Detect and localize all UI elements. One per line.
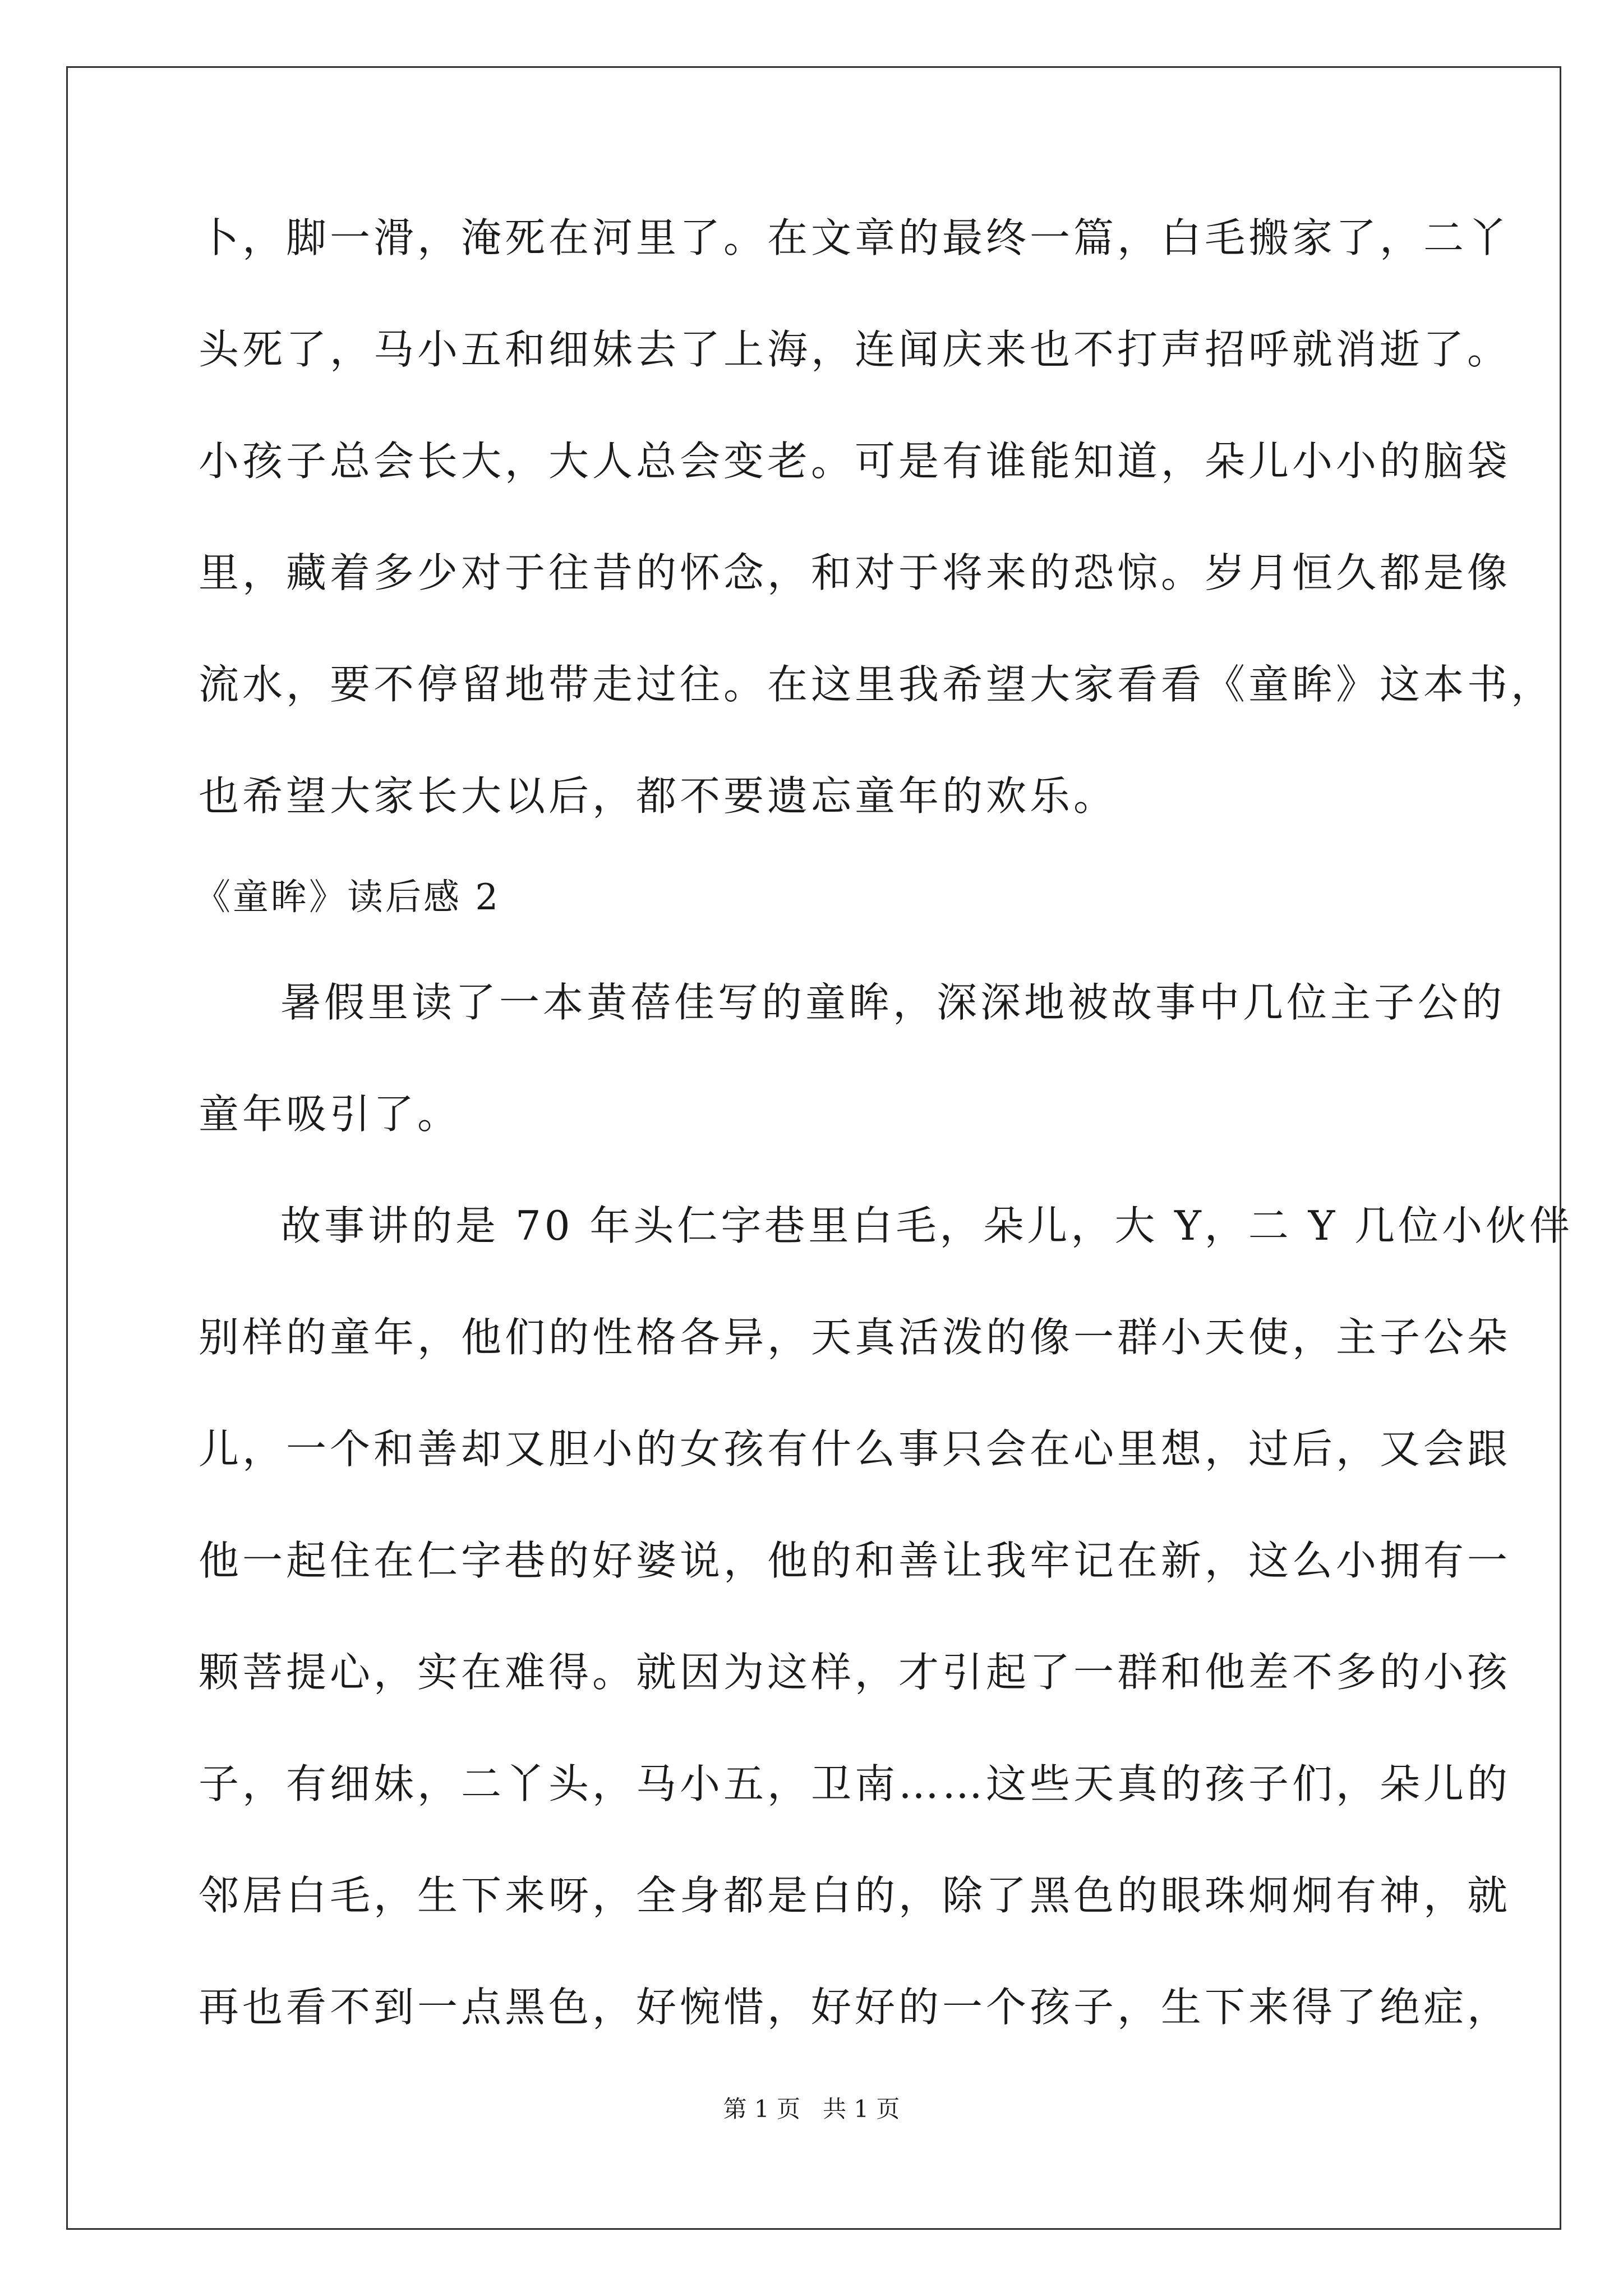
page-count: 共 1 页 — [823, 2095, 900, 2123]
section-heading: 《童眸》读后感 2 — [195, 877, 501, 918]
paragraph-line: 邻居白毛，生下来呀，全身都是白的，除了黑色的眼珠炯炯有神，就 — [199, 1872, 1511, 1919]
paragraph-line: 暑假里读了一本黄蓓佳写的童眸，深深地被故事中几位主子公的 — [280, 979, 1506, 1026]
paragraph-line: 里，藏着多少对于往昔的怀念，和对于将来的恐惊。岁月恒久都是像 — [199, 549, 1511, 596]
paragraph-line: 子，有细妹，二丫头，马小五，卫南……这些天真的孩子们，朵儿的 — [199, 1760, 1511, 1807]
paragraph-line: 童年吸引了。 — [199, 1091, 462, 1138]
paragraph-line: 他一起住在仁字巷的好婆说，他的和善让我牢记在新，这么小拥有一 — [199, 1537, 1511, 1584]
paragraph-line: 也希望大家长大以后，都不要遗忘童年的欢乐。 — [199, 772, 1118, 820]
paragraph-line: 头死了，马小五和细妹去了上海，连闻庆来也不打声招呼就消逝了。 — [199, 326, 1511, 373]
page-number: 第 1 页 — [723, 2095, 800, 2123]
paragraph-line: 颗菩提心，实在难得。就因为这样，才引起了一群和他差不多的小孩 — [199, 1649, 1511, 1696]
paragraph-line: 小孩子总会长大，大人总会变老。可是有谁能知道，朵儿小小的脑袋 — [199, 438, 1511, 485]
paragraph-line: 别样的童年，他们的性格各异，天真活泼的像一群小天使，主子公朵 — [199, 1314, 1511, 1361]
paragraph-line: 儿，一个和善却又胆小的女孩有什么事只会在心里想，过后，又会跟 — [199, 1425, 1511, 1473]
paragraph-line: 流水，要不停留地带走过往。在这里我希望大家看看《童眸》这本书， — [199, 661, 1555, 708]
paragraph-line: 卜，脚一滑，淹死在河里了。在文章的最终一篇，白毛搬家了，二丫 — [199, 214, 1511, 261]
paragraph-line: 再也看不到一点黑色，好惋惜，好好的一个孩子，生下来得了绝症， — [199, 1984, 1511, 2031]
page-footer — [0, 2092, 1623, 2126]
paragraph-line: 故事讲的是 70 年头仁字巷里白毛，朵儿，大 Y，二 Y 几位小伙伴 — [280, 1202, 1574, 1249]
